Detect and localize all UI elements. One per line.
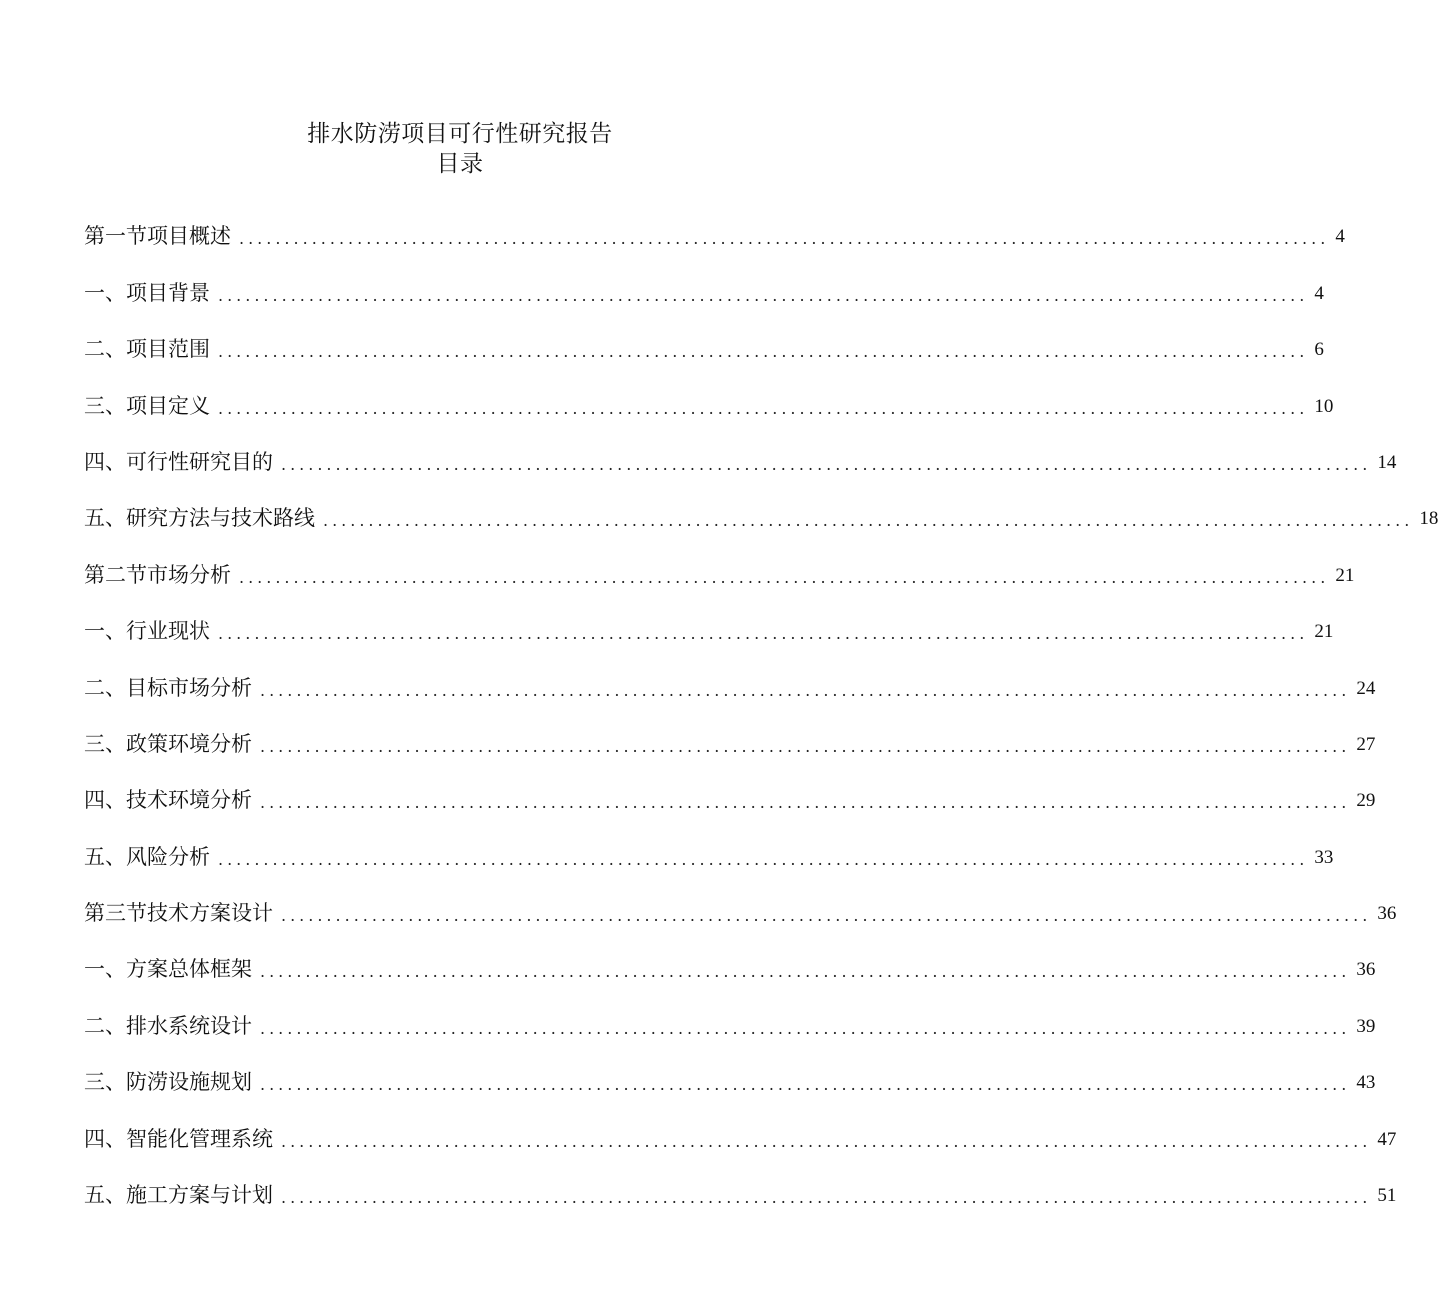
toc-entry-label: 四、技术环境分析 (84, 788, 252, 813)
toc-entry[interactable] (84, 200, 1345, 256)
toc-entry-label: 一、行业现状 (84, 619, 210, 644)
toc-leader-dots: ........................................................................................................................ (218, 342, 1309, 362)
toc-entry-page: 39 (1356, 1015, 1376, 1037)
toc-leader-dots: ........................................................................................................................ (218, 849, 1309, 869)
toc-entry-label: 三、政策环境分析 (84, 731, 252, 756)
toc-entry-page: 24 (1356, 677, 1376, 699)
toc-entry-label: 三、项目定义 (84, 393, 210, 418)
toc-entry[interactable] (84, 877, 1397, 933)
toc-entry[interactable] (84, 1159, 1397, 1215)
toc-entry-label: 五、施工方案与计划 (84, 1183, 273, 1208)
toc-leader-dots: ........................................................................................................................ (260, 736, 1351, 756)
toc-entry[interactable] (84, 256, 1324, 312)
table-of-contents (84, 200, 1438, 1215)
toc-leader-dots: ........................................................................................................................ (260, 962, 1351, 982)
toc-entry-label: 三、防涝设施规划 (84, 1070, 252, 1095)
toc-entry[interactable] (84, 369, 1334, 425)
toc-entry[interactable] (84, 764, 1376, 820)
toc-entry[interactable] (84, 313, 1324, 369)
toc-entry[interactable] (84, 426, 1397, 482)
toc-entry-page: 4 (1314, 282, 1324, 304)
toc-leader-dots: ........................................................................................................................ (260, 1018, 1351, 1038)
toc-entry-page: 10 (1314, 395, 1334, 417)
toc-entry-label: 四、智能化管理系统 (84, 1126, 273, 1151)
toc-leader-dots: ........................................................................................................................ (260, 1075, 1351, 1095)
toc-entry-label: 二、项目范围 (84, 337, 210, 362)
toc-entry[interactable] (84, 482, 1438, 538)
toc-entry-page: 21 (1335, 564, 1355, 586)
toc-entry-page: 36 (1356, 959, 1376, 981)
toc-entry-label: 第二节市场分析 (84, 562, 231, 587)
toc-entry-page: 43 (1356, 1072, 1376, 1094)
document-title: 排水防涝项目可行性研究报告 (307, 121, 613, 147)
toc-entry-label: 第三节技术方案设计 (84, 901, 273, 926)
toc-entry-page: 21 (1314, 621, 1334, 643)
toc-entry-label: 二、排水系统设计 (84, 1013, 252, 1038)
toc-entry[interactable] (84, 708, 1376, 764)
toc-entry-label: 一、方案总体框架 (84, 957, 252, 982)
toc-leader-dots: ........................................................................................................................ (281, 1188, 1372, 1208)
toc-leader-dots: ........................................................................................................................ (323, 511, 1414, 531)
toc-leader-dots: ........................................................................................................................ (239, 567, 1330, 587)
toc-entry[interactable] (84, 1102, 1397, 1158)
toc-leader-dots: ........................................................................................................................ (239, 229, 1330, 249)
toc-entry-page: 51 (1377, 1185, 1397, 1207)
toc-entry[interactable] (84, 989, 1376, 1045)
toc-entry-label: 四、可行性研究目的 (84, 449, 273, 474)
toc-leader-dots: ........................................................................................................................ (281, 454, 1372, 474)
toc-entry[interactable] (84, 1046, 1376, 1102)
toc-entry-page: 29 (1356, 790, 1376, 812)
toc-entry-page: 27 (1356, 733, 1376, 755)
toc-leader-dots: ........................................................................................................................ (218, 398, 1309, 418)
toc-entry-page: 4 (1335, 226, 1345, 248)
toc-entry-page: 14 (1377, 451, 1397, 473)
toc-entry-page: 36 (1377, 903, 1397, 925)
toc-entry-page: 6 (1314, 339, 1324, 361)
toc-leader-dots: ........................................................................................................................ (260, 793, 1351, 813)
toc-entry-label: 五、研究方法与技术路线 (84, 506, 315, 531)
toc-entry[interactable] (84, 820, 1334, 876)
toc-entry-label: 二、目标市场分析 (84, 675, 252, 700)
toc-leader-dots: ........................................................................................................................ (281, 1131, 1372, 1151)
toc-entry[interactable] (84, 595, 1334, 651)
toc-leader-dots: ........................................................................................................................ (260, 680, 1351, 700)
toc-entry-label: 第一节项目概述 (84, 224, 231, 249)
toc-leader-dots: ........................................................................................................................ (281, 906, 1372, 926)
toc-entry-label: 五、风险分析 (84, 844, 210, 869)
toc-entry-label: 一、项目背景 (84, 280, 210, 305)
toc-entry-page: 18 (1419, 508, 1438, 530)
toc-entry-page: 33 (1314, 846, 1334, 868)
toc-leader-dots: ........................................................................................................................ (218, 285, 1309, 305)
toc-entry[interactable] (84, 538, 1355, 594)
toc-entry[interactable] (84, 651, 1376, 707)
toc-heading: 目录 (436, 151, 484, 177)
toc-leader-dots: ........................................................................................................................ (218, 624, 1309, 644)
toc-entry-page: 47 (1377, 1128, 1397, 1150)
toc-entry[interactable] (84, 933, 1376, 989)
